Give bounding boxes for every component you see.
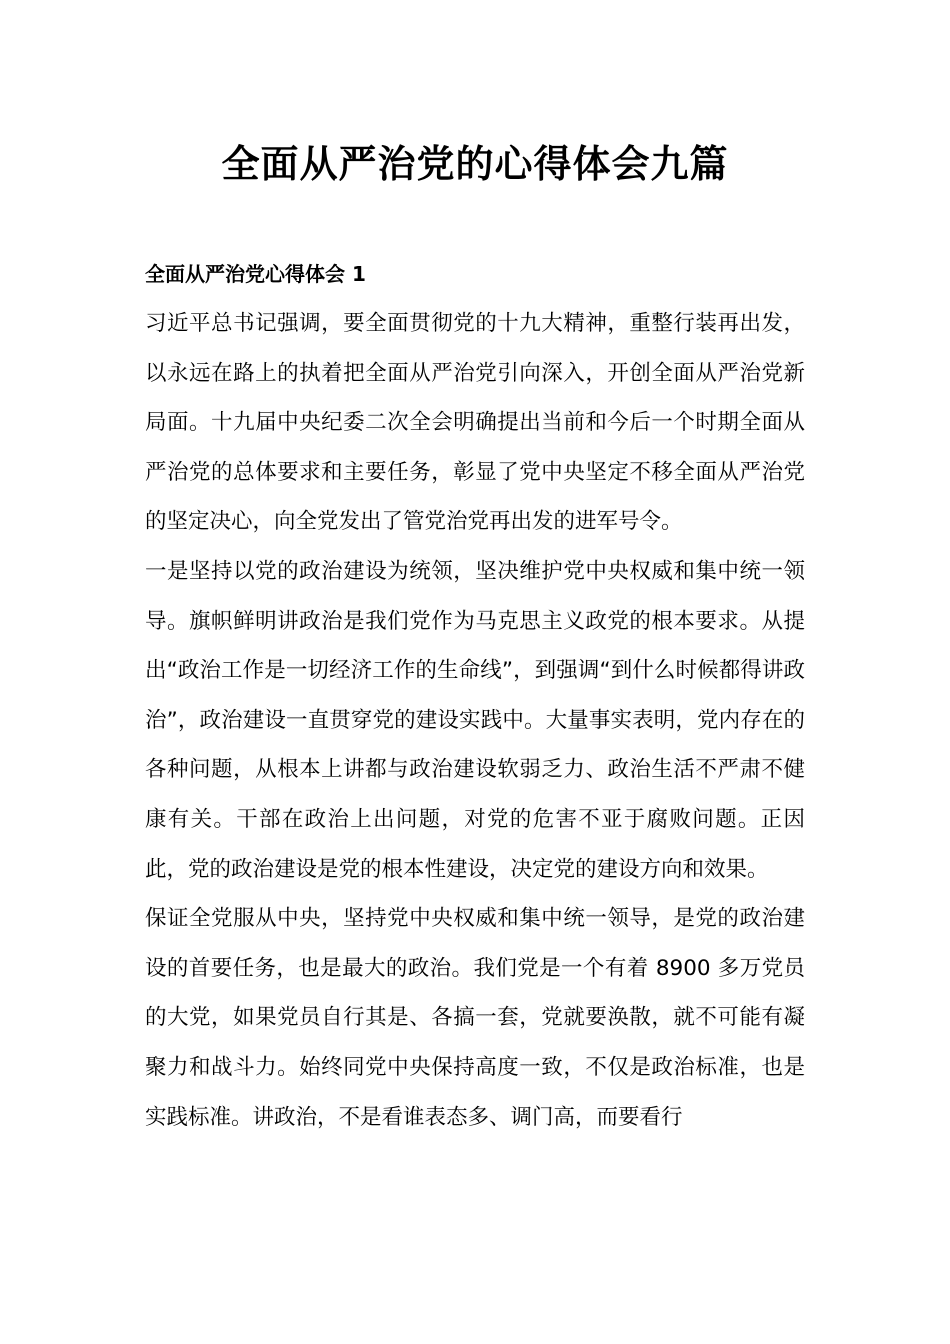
paragraph-1: 习近平总书记强调，要全面贯彻党的十九大精神，重整行装再出发，以永远在路上的执着把全面从严治党引向深入，开创全面从严治党新局面。十九届中央纪委二次全会明确提出当前和今后一个时期全面从严治党的总体要求和主要任务，彰显了党中央坚定不移全面从严治党的坚定决心，向全党发出了管党治党再出发的进军号令。 [145,311,805,535]
section-heading: 全面从严治党心得体会 1 [145,262,366,286]
document-body [145,249,805,1142]
paragraph-3: 保证全党服从中央，坚持党中央权威和集中统一领导，是党的政治建设的首要任务，也是最大的政治。我们党是一个有着 8900 多万党员的大党，如果党员自行其是、各搞一套，党就要涣散，就不可能有凝聚力和战斗力。始终同党中央保持高度一致，不仅是政治标准，也是实践标准。讲政治，不是看谁表态多、调门高，而要看行 [145,906,805,1130]
document-title: 全面从严治党的心得体会九篇 [221,142,729,186]
paragraph-2: 一是坚持以党的政治建设为统领，坚决维护党中央权威和集中统一领导。旗帜鲜明讲政治是我们党作为马克思主义政党的根本要求。从提出“政治工作是一切经济工作的生命线”，到强调“到什么时候都得讲政治”，政治建设一直贯穿党的建设实践中。大量事实表明，党内存在的各种问题，从根本上讲都与政治建设软弱乏力、政治生活不严肃不健康有关。干部在政治上出问题，对党的危害不亚于腐败问题。正因此，党的政治建设是党的根本性建设，决定党的建设方向和效果。 [145,558,805,882]
